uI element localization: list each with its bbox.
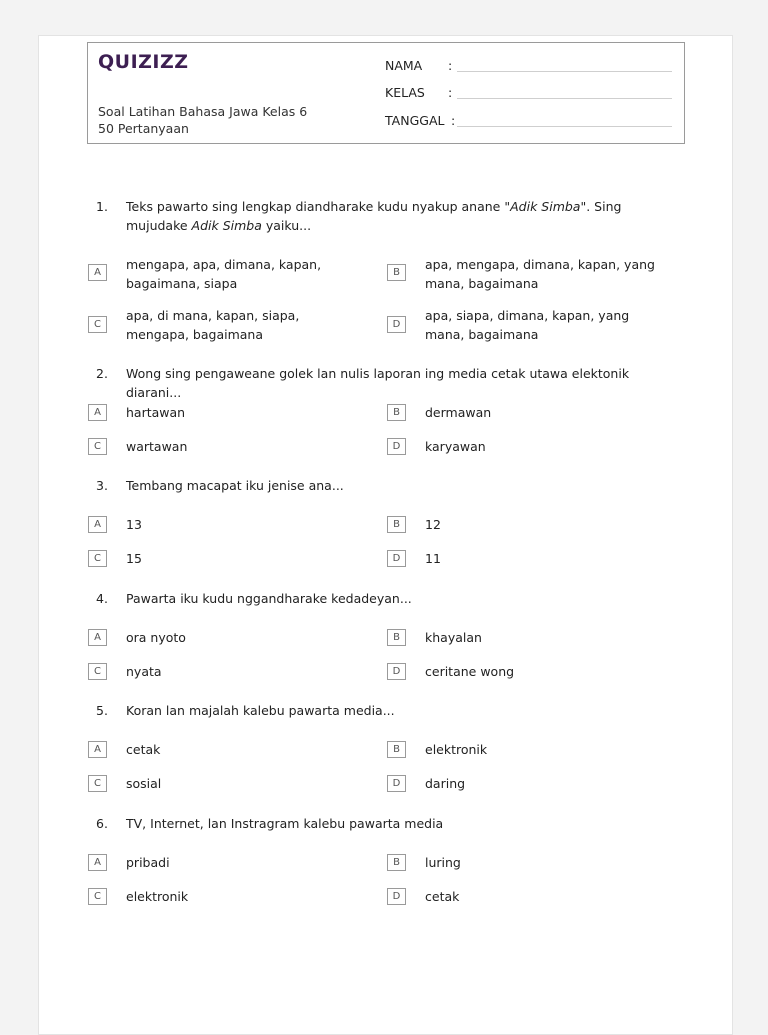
option-text: khayalan <box>425 630 482 645</box>
option-text: 12 <box>425 517 441 532</box>
name-line[interactable] <box>457 71 672 72</box>
option-letter-box[interactable]: A <box>88 516 107 533</box>
option-text: sosial <box>126 776 162 791</box>
option-letter-box[interactable]: C <box>88 438 107 455</box>
option-letter-box[interactable]: D <box>387 438 406 455</box>
option-text: ceritane wong <box>425 664 515 679</box>
option-letter-box[interactable]: B <box>387 629 406 646</box>
question-text-part: ". Sing mujudake <box>126 199 622 233</box>
date-label: TANGGAL <box>385 113 445 128</box>
question-text <box>126 197 686 235</box>
option-letter-box[interactable]: A <box>88 264 107 281</box>
name-field[interactable] <box>385 57 453 75</box>
class-colon: : <box>448 85 453 100</box>
option-text: cetak <box>425 889 460 904</box>
option-text: mengapa, apa, dimana, kapan, bagaimana, siapa <box>126 257 322 291</box>
date-field[interactable] <box>385 112 456 130</box>
option-letter-box[interactable]: C <box>88 888 107 905</box>
option-letter-box[interactable]: A <box>88 629 107 646</box>
option-text: cetak <box>126 742 161 757</box>
option-text: ora nyoto <box>126 630 186 645</box>
question-number: 2. <box>96 366 108 381</box>
question-text: Wong sing pengaweane golek lan nulis laporan ing media cetak utawa elektonik diarani... <box>126 366 630 400</box>
option-text: apa, di mana, kapan, siapa, mengapa, bagaimana <box>126 308 300 342</box>
question-text-italic: Adik Simba <box>191 218 262 233</box>
name-colon: : <box>448 58 453 73</box>
class-line[interactable] <box>457 98 672 99</box>
quizizz-logo: QUIZIZZ <box>98 51 189 73</box>
option-text: pribadi <box>126 855 170 870</box>
option-letter-box[interactable]: D <box>387 316 406 333</box>
option-letter-box[interactable]: C <box>88 316 107 333</box>
option-text: dermawan <box>425 405 492 420</box>
class-label: KELAS <box>385 85 425 100</box>
question-number: 1. <box>96 199 108 214</box>
option-letter-box[interactable]: A <box>88 741 107 758</box>
option-text: 13 <box>126 517 142 532</box>
option-letter-box[interactable]: B <box>387 404 406 421</box>
question-text-italic: Adik Simba <box>510 199 581 214</box>
option-text: luring <box>425 855 461 870</box>
option-letter-box[interactable]: B <box>387 741 406 758</box>
option-letter-box[interactable]: B <box>387 516 406 533</box>
option-letter-box[interactable]: A <box>88 854 107 871</box>
option-letter-box[interactable]: D <box>387 775 406 792</box>
option-text: apa, mengapa, dimana, kapan, yang mana, bagaimana <box>425 257 655 291</box>
option-text: 11 <box>425 551 441 566</box>
option-text: nyata <box>126 664 162 679</box>
option-text: hartawan <box>126 405 186 420</box>
option-text: apa, siapa, dimana, kapan, yang mana, bagaimana <box>425 308 630 342</box>
question-number: 5. <box>96 703 108 718</box>
option-letter-box[interactable]: C <box>88 663 107 680</box>
class-field[interactable] <box>385 84 453 102</box>
question-number: 3. <box>96 478 108 493</box>
option-letter-box[interactable]: A <box>88 404 107 421</box>
option-letter-box[interactable]: B <box>387 264 406 281</box>
option-letter-box[interactable]: B <box>387 854 406 871</box>
question-text: Pawarta iku kudu nggandharake kedadeyan... <box>126 591 412 606</box>
option-text: 15 <box>126 551 142 566</box>
option-text: karyawan <box>425 439 486 454</box>
question-text: TV, Internet, lan Instragram kalebu pawarta media <box>126 816 444 831</box>
name-label: NAMA <box>385 58 423 73</box>
quiz-title: Soal Latihan Bahasa Jawa Kelas 6 <box>98 104 308 119</box>
question-text-part: yaiku... <box>261 218 312 233</box>
quiz-title-block <box>98 103 307 137</box>
option-letter-box[interactable]: C <box>88 775 107 792</box>
option-letter-box[interactable]: D <box>387 550 406 567</box>
option-text: wartawan <box>126 439 188 454</box>
option-text: daring <box>425 776 466 791</box>
option-letter-box[interactable]: C <box>88 550 107 567</box>
option-text: elektronik <box>126 889 189 904</box>
worksheet-page <box>38 35 733 1035</box>
option-letter-box[interactable]: D <box>387 663 406 680</box>
worksheet-header <box>87 42 685 144</box>
question-text: Tembang macapat iku jenise ana... <box>126 478 344 493</box>
date-line[interactable] <box>457 126 672 127</box>
option-text: elektronik <box>425 742 488 757</box>
question-count: 50 Pertanyaan <box>98 121 189 136</box>
question-number: 6. <box>96 816 108 831</box>
option-letter-box[interactable]: D <box>387 888 406 905</box>
question-number: 4. <box>96 591 108 606</box>
date-colon: : <box>451 113 456 128</box>
question-text: Koran lan majalah kalebu pawarta media... <box>126 703 395 718</box>
question-text-part: Teks pawarto sing lengkap diandharake kudu nyakup anane " <box>126 199 511 214</box>
